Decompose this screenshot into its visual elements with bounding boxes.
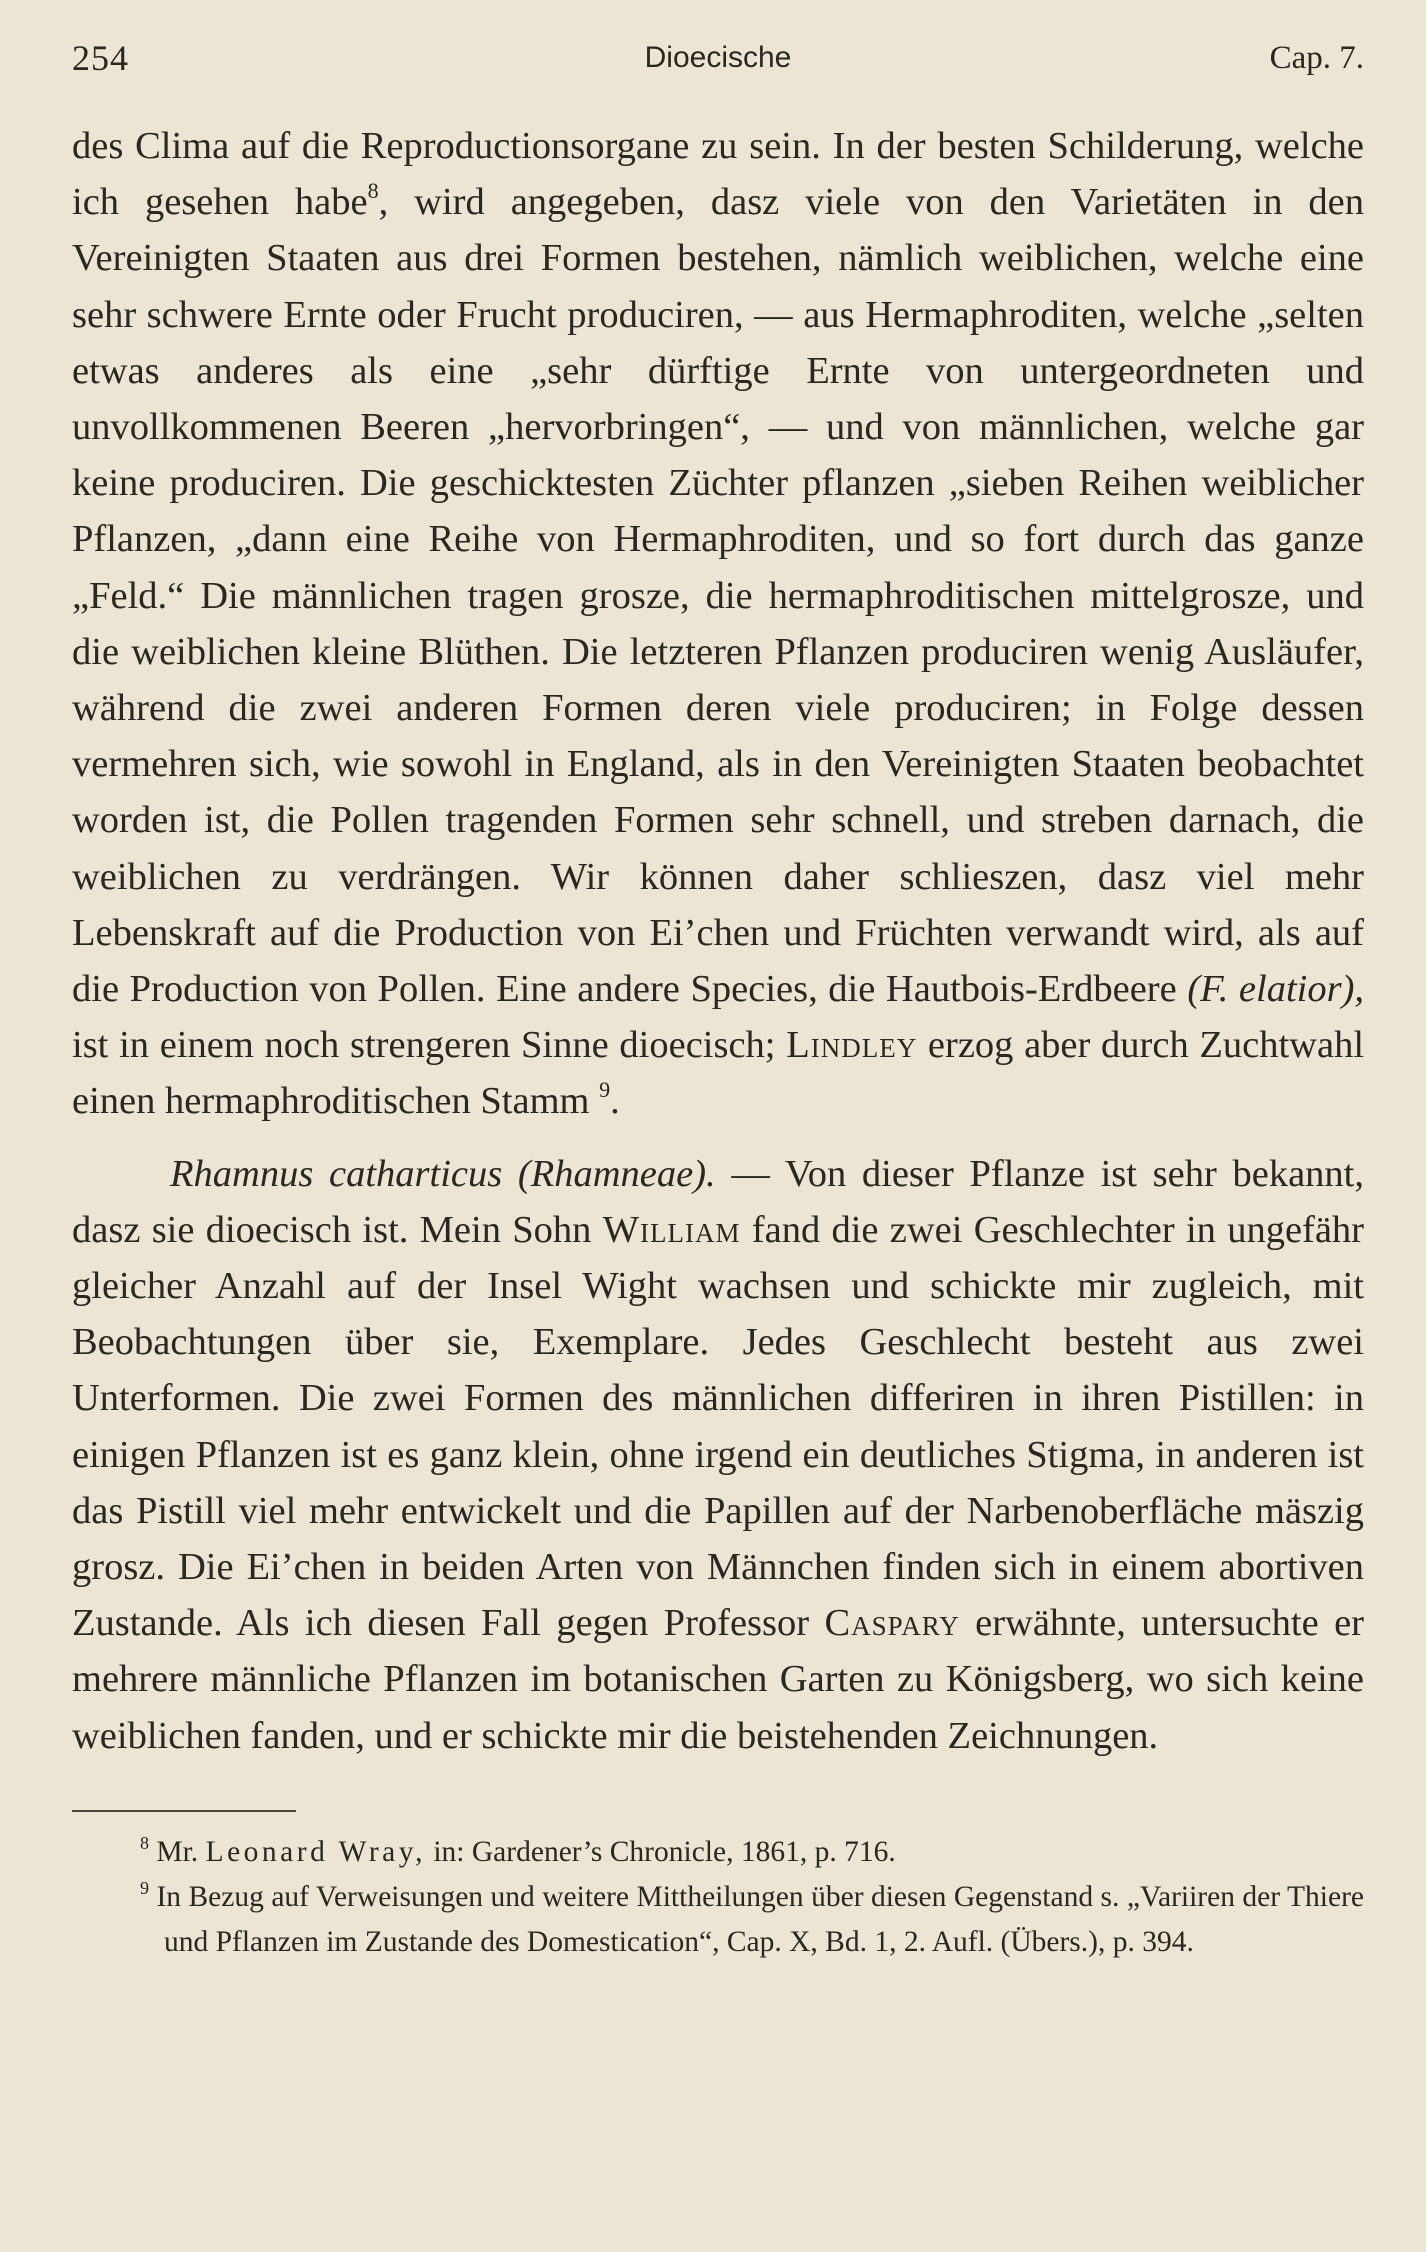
species-name-italic: (F. elatior),	[1187, 968, 1365, 1011]
paragraph-rhamnus	[72, 1146, 1364, 1764]
paragraph-fragaria	[72, 118, 1364, 1130]
paragraph-text: des Clima auf die Reproductionsorgane zu sein. In der besten Schilderung, welche ich gesehen habe	[72, 125, 1364, 224]
paragraph-text: .	[610, 1080, 620, 1123]
page-number: 254	[72, 38, 129, 78]
footnote-number: 8	[140, 1832, 149, 1853]
running-header	[72, 34, 1364, 82]
running-title: Dioecische	[644, 41, 792, 74]
footnotes	[72, 1830, 1364, 1965]
footnote-8	[72, 1830, 1364, 1875]
footnote-9	[72, 1875, 1364, 1965]
person-name-caspary: Caspary	[824, 1602, 960, 1645]
paragraph-text: — Von dieser Pflanze ist sehr bekannt, dasz sie dioecisch ist. Mein Sohn	[72, 1152, 1364, 1251]
footnote-ref-8[interactable]: 8	[367, 178, 379, 204]
footnote-divider	[72, 1810, 296, 1812]
main-text	[72, 118, 1364, 1764]
chapter-label: Cap. 7.	[1269, 40, 1364, 76]
paragraph-text: , wird angegeben, dasz viele von den Varietäten in den Vereinigten Staaten aus drei Formen bestehen, nämlich weiblichen, welche eine sehr schwere Ernte oder Frucht produciren, — aus Hermaphroditen, welche „selten etwas anderes als eine „sehr dürftige Ernte von untergeordneten und unvollkommenen Beeren „hervorbringen“, — und von männlichen, welche gar keine produciren. Die geschicktesten Züchter pflanzen „sieben Reihen weiblicher Pflanzen, „dann eine Reihe von Hermaphroditen, und so fort durch das ganze „Feld.“ Die männlichen tragen grosze, die hermaphroditischen mittelgrosze, und die weiblichen kleine Blüthen. Die letzteren Pflanzen produciren wenig Ausläufer, während die zwei anderen Formen deren viele produciren; in Folge dessen vermehren sich, wie sowohl in England, als in den Vereinigten Staaten beobachtet worden ist, die Pollen tragenden Formen sehr schnell, und streben darnach, die weiblichen zu verdrängen. Wir können daher schlieszen, dasz viel mehr Lebenskraft auf die Production von Ei’chen und Früchten verwandt wird, als auf die Production von Pollen. Eine andere Species, die Hautbois-Erdbeere	[72, 181, 1364, 1011]
footnote-text: Mr.	[156, 1835, 199, 1868]
footnote-text: in: Gardener’s Chronicle, 1861, p. 716.	[433, 1835, 896, 1868]
paragraph-text: erwähnte, untersuchte er mehrere männliche Pflanzen im botanischen Garten zu Königsberg, wo sich keine weiblichen fanden, und er schickte mir die beistehenden Zeichnungen.	[72, 1602, 1364, 1757]
person-name-lindley: Lindley	[786, 1024, 918, 1067]
footnote-text: In Bezug auf Verweisungen und weitere Mittheilungen über diesen Gegenstand s. „Variiren der Thiere und Pflanzen im Zustande des Domestication“, Cap. X, Bd. 1, 2. Aufl. (Übers.), p. 394.	[156, 1880, 1365, 1958]
footnote-author: Leonard Wray,	[205, 1835, 426, 1868]
book-page	[72, 34, 1364, 1965]
paragraph-text: ist in einem noch strengeren Sinne dioecisch;	[72, 1024, 776, 1067]
section-title-italic: Rhamnus catharticus (Rhamneae).	[170, 1152, 716, 1195]
footnote-number: 9	[140, 1877, 149, 1898]
paragraph-text: fand die zwei Geschlechter in ungefähr gleicher Anzahl auf der Insel Wight wachsen und schickte mir zugleich, mit Beobachtungen über sie, Exemplare. Jedes Geschlecht besteht aus zwei Unterformen. Die zwei Formen des männlichen differiren in ihren Pistillen: in einigen Pflanzen ist es ganz klein, ohne irgend ein deutliches Stigma, in anderen ist das Pistill viel mehr entwickelt und die Papillen auf der Narbenoberfläche mäszig grosz. Die Ei’chen in beiden Arten von Männchen finden sich in einem abortiven Zustande. Als ich diesen Fall gegen Professor	[72, 1208, 1365, 1645]
footnote-ref-9[interactable]: 9	[599, 1077, 611, 1103]
paragraph-text: erzog aber durch Zuchtwahl einen hermaphroditischen Stamm	[72, 1024, 1365, 1123]
person-name-william: William	[602, 1208, 741, 1251]
